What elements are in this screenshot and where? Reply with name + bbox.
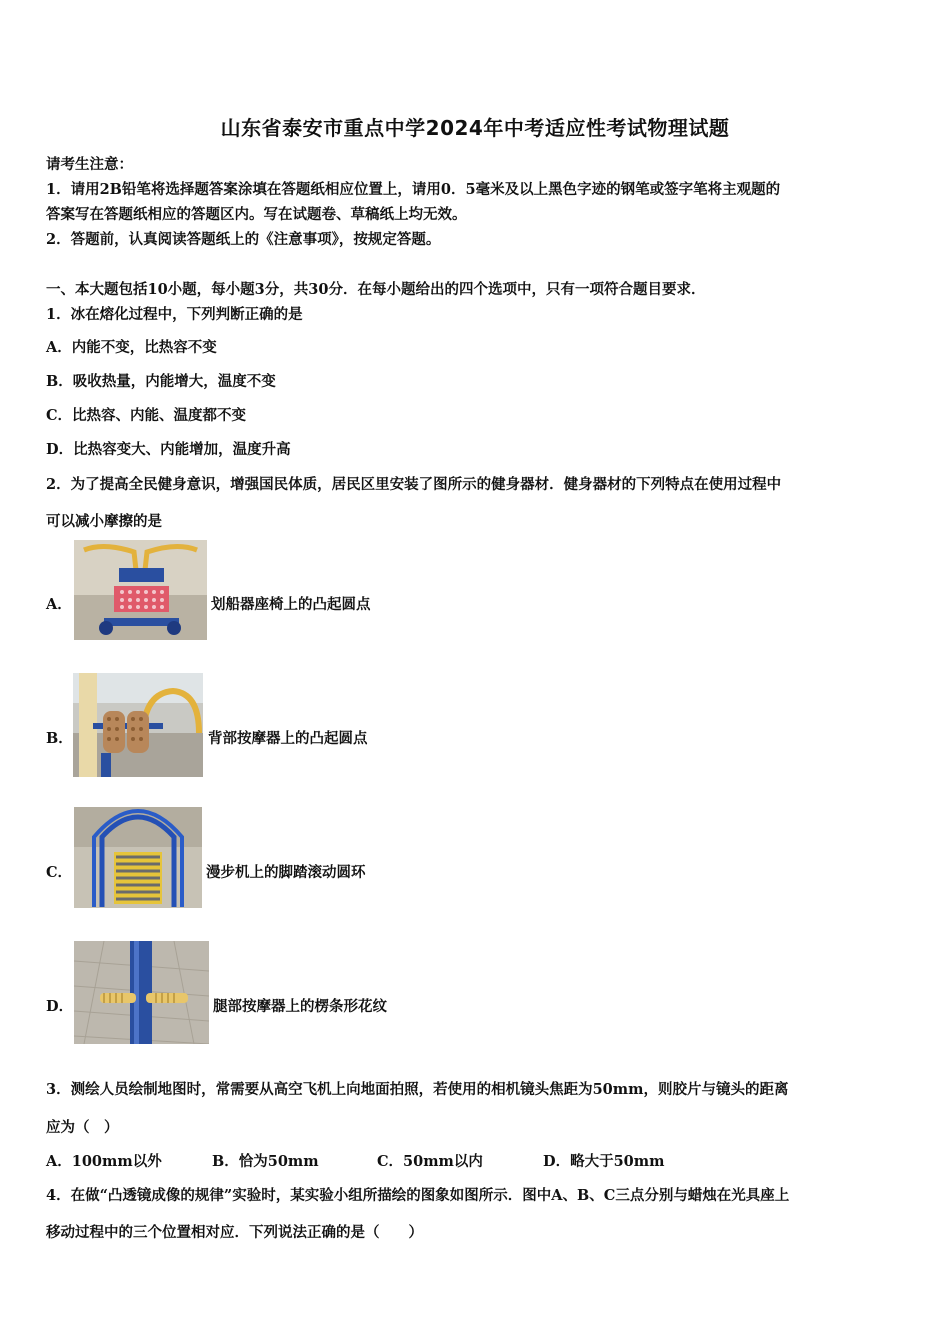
section-instructions: 一、本大题包括10小题，每小题3分，共30分．在每小题给出的四个选项中，只有一项符合题目要求． xyxy=(46,281,706,298)
question-3-option-d: D．略大于50mm xyxy=(543,1153,665,1170)
notice-item-2: 2．答题前，认真阅读答题纸上的《注意事项》，按规定答题。 xyxy=(46,231,441,248)
question-2-option-b-letter: B． xyxy=(46,730,73,747)
question-2-stem-line-1: 2．为了提高全民健身意识，增强国民体质，居民区里安装了图所示的健身器材．健身器材的下列特点在使用过程中 xyxy=(46,476,782,493)
question-3-option-b: B．恰为50mm xyxy=(212,1153,319,1170)
question-2-option-d-letter: D． xyxy=(46,998,74,1015)
rowing-machine-photo xyxy=(74,540,207,640)
page-title: 山东省泰安市重点中学2024年中考适应性考试物理试题 xyxy=(220,116,730,140)
question-2-option-c-letter: C． xyxy=(46,864,73,881)
question-2-option-b-text: 背部按摩器上的凸起圆点 xyxy=(208,730,368,747)
back-massager-photo xyxy=(73,673,203,777)
question-2-option-c-text: 漫步机上的脚踏滚动圆环 xyxy=(206,864,366,881)
question-1-option-d: D．比热容变大、内能增加，温度升高 xyxy=(46,441,291,458)
notice-heading: 请考生注意： xyxy=(46,156,133,173)
question-2-stem-line-2: 可以减小摩擦的是 xyxy=(46,513,162,530)
question-1-option-a: A．内能不变，比热容不变 xyxy=(46,339,217,356)
question-3-stem-line-2: 应为（ ） xyxy=(46,1119,119,1136)
leg-massager-photo xyxy=(74,941,209,1044)
question-2-option-a-letter: A． xyxy=(46,596,72,613)
question-2-option-d-text: 腿部按摩器上的楞条形花纹 xyxy=(213,998,387,1015)
question-2-option-a-text: 划船器座椅上的凸起圆点 xyxy=(211,596,371,613)
question-4-stem-line-1: 4．在做“凸透镜成像的规律”实验时，某实验小组所描绘的图象如图所示．图中A、B、C三点分别与蜡烛在光具座上 xyxy=(46,1187,790,1204)
question-1-stem: 1．冰在熔化过程中，下列判断正确的是 xyxy=(46,306,303,323)
question-1-option-c: C．比热容、内能、温度都不变 xyxy=(46,407,247,424)
question-3-stem-line-1: 3．测绘人员绘制地图时，常需要从高空飞机上向地面拍照，若使用的相机镜头焦距为50mm，则胶片与镜头的距离 xyxy=(46,1081,789,1098)
notice-item-1-line-2: 答案写在答题纸相应的答题区内。写在试题卷、草稿纸上均无效。 xyxy=(46,206,467,223)
walking-machine-photo xyxy=(74,807,202,908)
question-4-stem-line-2: 移动过程中的三个位置相对应．下列说法正确的是（ ） xyxy=(46,1224,423,1241)
question-3-option-c: C．50mm以内 xyxy=(377,1153,483,1170)
question-1-option-b: B．吸收热量，内能增大，温度不变 xyxy=(46,373,276,390)
question-3-option-a: A．100mm以外 xyxy=(46,1153,162,1170)
notice-item-1-line-1: 1．请用2B铅笔将选择题答案涂填在答题纸相应位置上，请用0．5毫米及以上黑色字迹的钢笔或签字笔将主观题的 xyxy=(46,181,781,198)
